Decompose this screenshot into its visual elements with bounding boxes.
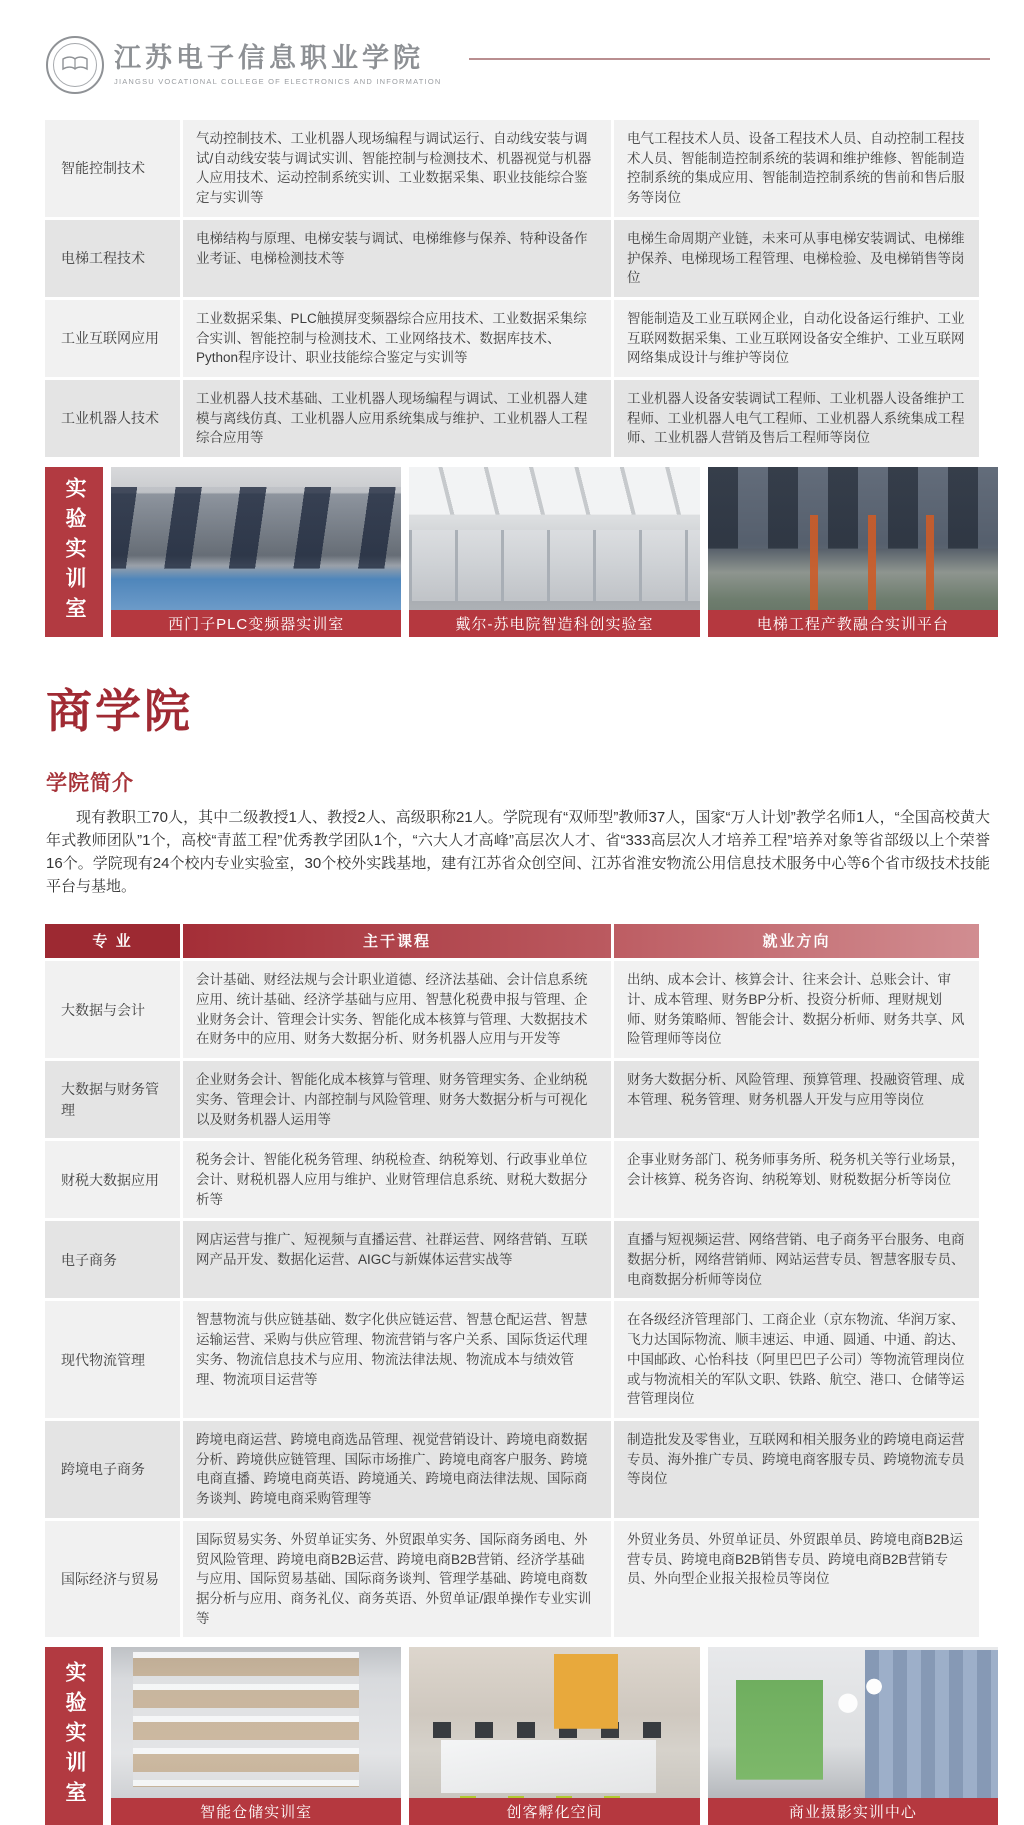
lab-photo-commercial-photography-center [708, 1647, 998, 1825]
jobs-cell: 企事业财务部门、税务师事务所、税务机关等行业场景，会计核算、税务咨询、纳税筹划、财税数据分析等岗位 [614, 1141, 979, 1218]
courses-cell: 企业财务会计、智能化成本核算与管理、财务管理实务、企业纳税实务、管理会计、内部控制与风险管理、财务大数据分析与可视化以及财务机器人运用等 [183, 1061, 611, 1138]
lab-photo-dell-maker-lab [409, 467, 699, 637]
page-header [0, 0, 1024, 94]
photo-caption: 电梯工程产教融合实训平台 [708, 610, 998, 637]
majors-overview-table [45, 120, 979, 457]
jobs-cell: 智能制造及工业互联网企业，自动化设备运行维护、工业互联网数据采集、工业互联网设备安全维护、工业互联网网络集成设计与维护等岗位 [614, 300, 979, 377]
major-name-cell: 智能控制技术 [45, 120, 180, 217]
major-name-cell: 电子商务 [45, 1221, 180, 1298]
jobs-cell: 电气工程技术人员、设备工程技术人员、自动控制工程技术人员、智能制造控制系统的装调和维护维修、智能制造控制系统的集成应用、智能制造控制系统的售前和售后服务等岗位 [614, 120, 979, 217]
courses-cell: 跨境电商运营、跨境电商选品管理、视觉营销设计、跨境电商数据分析、跨境供应链管理、国际市场推广、跨境电商客户服务、跨境电商直播、跨境电商英语、跨境通关、跨境电商法律法规、国际商务谈判、跨境电商采购管理等 [183, 1421, 611, 1518]
college-logo [46, 36, 104, 94]
school-title: 商学院 [46, 684, 193, 739]
courses-cell: 气动控制技术、工业机器人现场编程与调试运行、自动线安装与调试/自动线安装与调试实训、智能控制与检测技术、机器视觉与机器人应用技术、运动控制系统实训、工业数据采集、职业技能综合鉴定与实训等 [183, 120, 611, 217]
photo-caption: 商业摄影实训中心 [708, 1798, 998, 1825]
courses-cell: 网店运营与推广、短视频与直播运营、社群运营、网络营销、互联网产品开发、数据化运营、AIGC与新媒体运营实战等 [183, 1221, 611, 1298]
major-name-cell: 工业互联网应用 [45, 300, 180, 377]
jobs-cell: 制造批发及零售业，互联网和相关服务业的跨境电商运营专员、海外推广专员、跨境电商客服专员、跨境物流专员等岗位 [614, 1421, 979, 1518]
major-name-cell: 跨境电子商务 [45, 1421, 180, 1518]
courses-cell: 工业机器人技术基础、工业机器人现场编程与调试、工业机器人建模与离线仿真、工业机器人应用系统集成与维护、工业机器人工程综合应用等 [183, 380, 611, 457]
major-name-cell: 大数据与会计 [45, 961, 180, 1058]
intro-paragraph: 现有教职工70人，其中二级教授1人、教授2人、高级职称21人。学院现有“双师型”教师37人，国家“万人计划”教学名师1人，“全国高校黄大年式教师团队”1个，高校“青蓝工程”优秀教学团队1个，“六大人才高峰”高层次人才、省“333高层次人才培养工程”培养对象等省部级以上个荣誉16个。学院现有24个校内专业实验室，30个校外实践基地，建有江苏省众创空间、江苏省淮安物流公用信息技术服务中心等6个省市级技术技能平台与基地。 [46, 809, 990, 895]
jobs-cell: 财务大数据分析、风险管理、预算管理、投融资管理、成本管理、税务管理、财务机器人开发与应用等岗位 [614, 1061, 979, 1138]
courses-cell: 电梯结构与原理、电梯安装与调试、电梯维修与保养、特种设备作业考证、电梯检测技术等 [183, 220, 611, 297]
lab-photo-elevator-platform [708, 467, 998, 637]
photo-caption: 智能仓储实训室 [111, 1798, 401, 1825]
major-name-cell: 大数据与财务管理 [45, 1061, 180, 1138]
major-name-cell: 国际经济与贸易 [45, 1521, 180, 1638]
college-name: 江苏电子信息职业学院 [114, 42, 424, 74]
major-name-cell: 工业机器人技术 [45, 380, 180, 457]
header-divider-line [469, 58, 990, 60]
jobs-cell: 外贸业务员、外贸单证员、外贸跟单员、跨境电商B2B运营专员、跨境电商B2B销售专员、跨境电商B2B营销专员、外向型企业报关报检员等岗位 [614, 1521, 979, 1638]
photo-caption: 创客孵化空间 [409, 1798, 699, 1825]
courses-cell: 国际贸易实务、外贸单证实务、外贸跟单实务、国际商务函电、外贸风险管理、跨境电商B2B运营、跨境电商B2B营销、经济学基础与应用、国际贸易基础、国际商务谈判、管理学基础、跨境电商数据分析与应用、商务礼仪、商务英语、外贸单证/跟单操作专业实训等 [183, 1521, 611, 1638]
major-name-cell: 财税大数据应用 [45, 1141, 180, 1218]
labs-strip-top [45, 467, 998, 637]
courses-cell: 工业数据采集、PLC触摸屏变频器综合应用技术、工业数据采集综合实训、智能控制与检测技术、工业网络技术、数据库技术、Python程序设计、职业技能综合鉴定与实训等 [183, 300, 611, 377]
photo-caption: 西门子PLC变频器实训室 [111, 610, 401, 637]
labs-banner: 实验实训室 [45, 1647, 103, 1825]
college-name-en: JIANGSU VOCATIONAL COLLEGE OF ELECTRONICS AND INFORMATION [114, 76, 442, 86]
intro-heading: 学院简介 [46, 772, 134, 796]
lab-photo-maker-incubation-space [409, 1647, 699, 1825]
jobs-cell: 直播与短视频运营、网络营销、电子商务平台服务、电商数据分析，网络营销师、网站运营专员、智慧客服专员、电商数据分析师等岗位 [614, 1221, 979, 1298]
courses-cell: 会计基础、财经法规与会计职业道德、经济法基础、会计信息系统应用、统计基础、经济学基础与应用、智慧化税费申报与管理、企业财务会计、管理会计实务、智能化成本核算与管理、大数据技术在财务中的应用、财务大数据分析、财务机器人应用与开发等 [183, 961, 611, 1058]
college-logo-book-icon [53, 43, 97, 87]
major-name-cell: 现代物流管理 [45, 1301, 180, 1418]
open-book-icon [62, 55, 88, 75]
jobs-cell: 工业机器人设备安装调试工程师、工业机器人设备维护工程师、工业机器人电气工程师、工业机器人系统集成工程师、工业机器人营销及售后工程师等岗位 [614, 380, 979, 457]
jobs-cell: 电梯生命周期产业链，未来可从事电梯安装调试、电梯维护保养、电梯现场工程管理、电梯检验、及电梯销售等岗位 [614, 220, 979, 297]
lab-photo-plc-training-room [111, 467, 401, 637]
photo-caption: 戴尔-苏电院智造科创实验室 [409, 610, 699, 637]
labs-strip-bottom [45, 1647, 998, 1825]
column-header-jobs: 就业方向 [614, 924, 979, 958]
column-header-courses: 主干课程 [183, 924, 611, 958]
courses-cell: 智慧物流与供应链基础、数字化供应链运营、智慧仓配运营、智慧运输运营、采购与供应管理、物流营销与客户关系、国际货运代理实务、物流信息技术与应用、物流法律法规、物流成本与绩效管理、物流项目运营等 [183, 1301, 611, 1418]
labs-banner: 实验实训室 [45, 467, 103, 637]
jobs-cell: 出纳、成本会计、核算会计、往来会计、总账会计、审计、成本管理、财务BP分析、投资分析师、理财规划师、财务策略师、智能会计、数据分析师、财务共享、风险管理师等岗位 [614, 961, 979, 1058]
majors-table [45, 924, 979, 1637]
courses-cell: 税务会计、智能化税务管理、纳税检查、纳税筹划、行政事业单位会计、财税机器人应用与维护、业财管理信息系统、财税大数据分析等 [183, 1141, 611, 1218]
major-name-cell: 电梯工程技术 [45, 220, 180, 297]
jobs-cell: 在各级经济管理部门、工商企业（京东物流、华润万家、飞力达国际物流、顺丰速运、申通、圆通、中通、韵达、中国邮政、心怡科技（阿里巴巴子公司）等物流管理岗位或与物流相关的军队文职、铁路、航空、港口、仓储等运营管理岗位 [614, 1301, 979, 1418]
column-header-major: 专 业 [45, 924, 180, 958]
college-brand [114, 42, 442, 86]
lab-photo-smart-warehouse [111, 1647, 401, 1825]
